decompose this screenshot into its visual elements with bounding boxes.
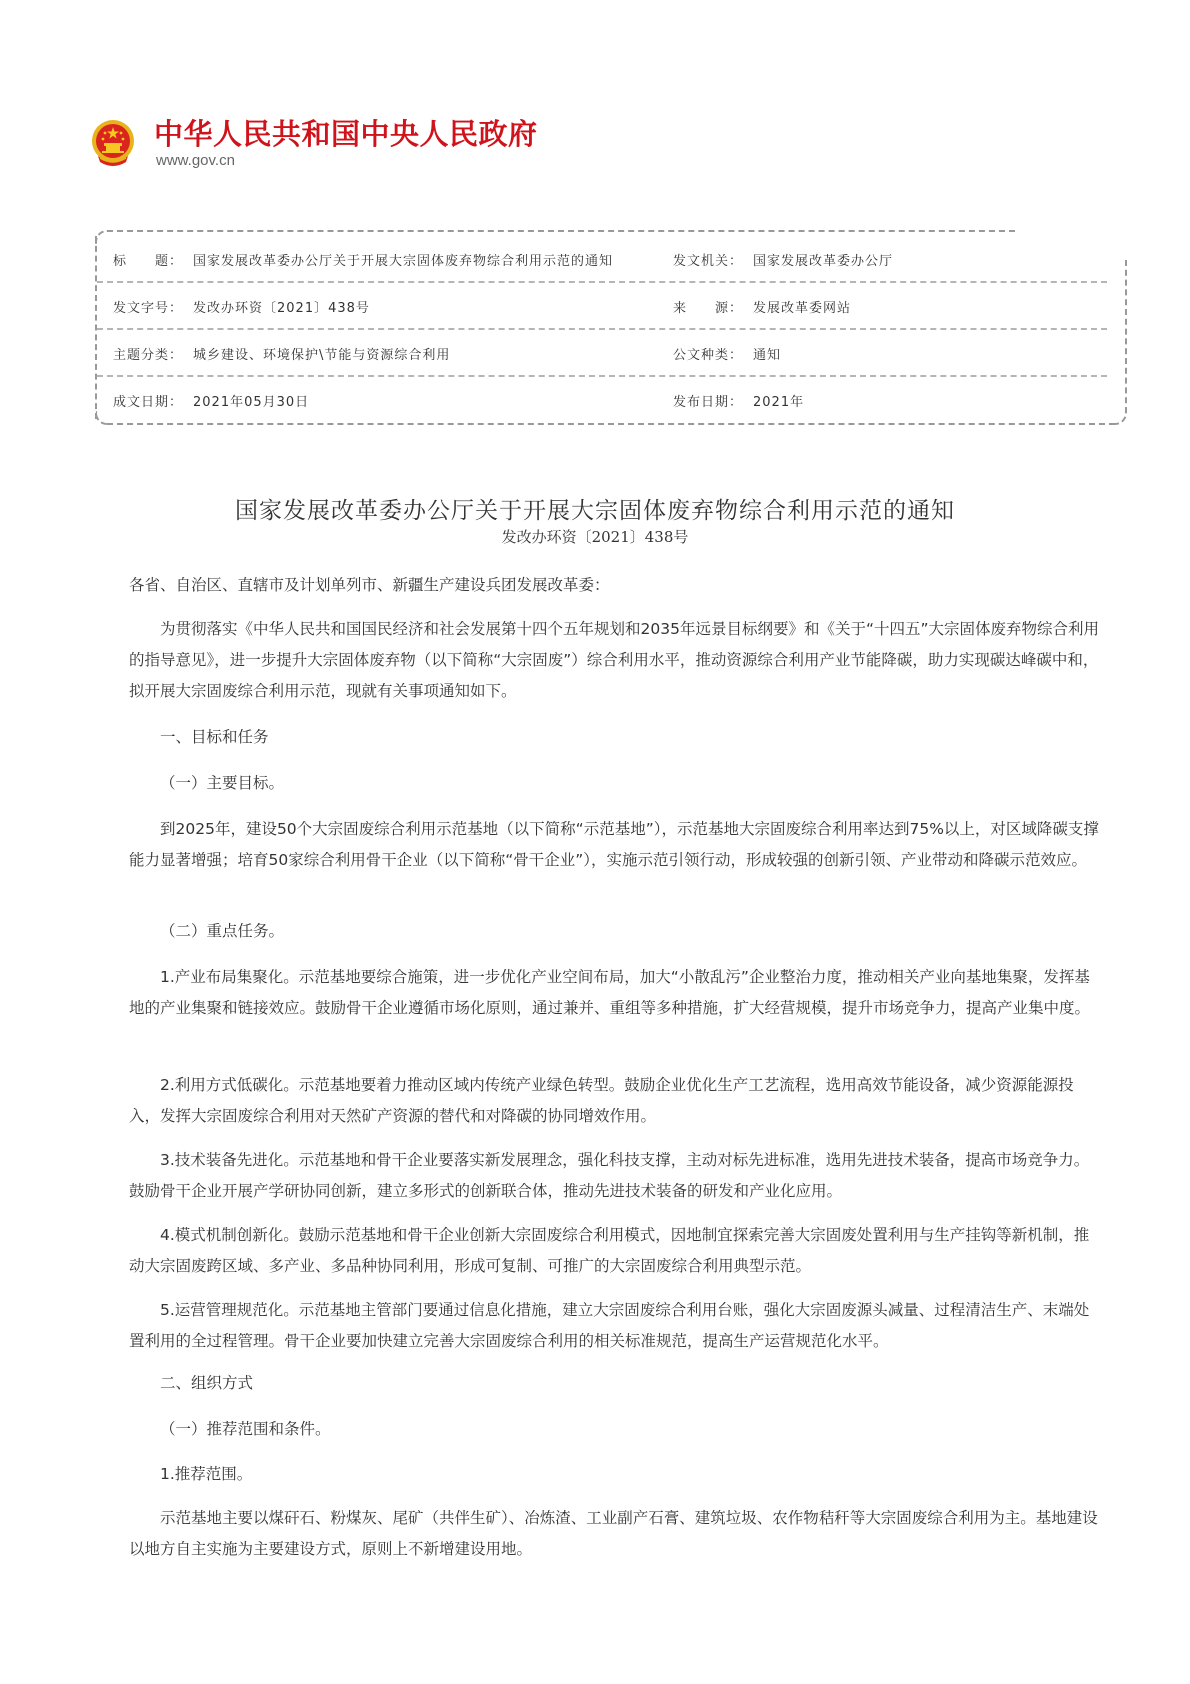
document-body xyxy=(129,570,1104,601)
body-block xyxy=(129,768,1104,799)
document-number: 发改办环资〔2021〕438号 xyxy=(501,528,689,546)
meta-value-source: 发展改革委网站 xyxy=(753,301,852,316)
national-emblem-icon xyxy=(90,118,136,170)
paragraph: 5.运营管理规范化。示范基地主管部门要通过信息化措施，建立大宗固废综合利用台账，强化大宗固废源头减量、过程清洁生产、末端处置利用的全过程管理。骨干企业要加快建立完善大宗固废综合利用的相关标准规范，提高生产运营规范化水平。 xyxy=(129,1301,1090,1350)
body-block xyxy=(129,1368,1104,1399)
body-block xyxy=(129,916,1104,947)
site-url[interactable]: www.gov.cn xyxy=(156,152,235,169)
meta-value-doc-number: 发改办环资〔2021〕438号 xyxy=(193,301,370,316)
paragraph: 为贯彻落实《中华人民共和国国民经济和社会发展第十四个五年规划和2035年远景目标纲要》和《关于“十四五”大宗固体废弃物综合利用的指导意见》，进一步提升大宗固体废弃物（以下简称“大宗固废”）综合利用水平，推动资源综合利用产业节能降碳，助力实现碳达峰碳中和，拟开展大宗固废综合利用示范，现就有关事项通知如下。 xyxy=(129,620,1100,700)
paragraph: 2.利用方式低碳化。示范基地要着力推动区域内传统产业绿色转型。鼓励企业优化生产工艺流程，选用高效节能设备，减少资源能源投入，发挥大宗固废综合利用对天然矿产资源的替代和对降碳的协同增效作用。 xyxy=(129,1076,1074,1125)
meta-label: 来 源： xyxy=(673,301,744,316)
meta-label: 主题分类： xyxy=(113,348,184,363)
body-block xyxy=(129,1414,1104,1445)
body-block xyxy=(129,1459,1104,1490)
site-name: 中华人民共和国中央人民政府 xyxy=(154,117,538,151)
meta-row-number xyxy=(95,283,1127,330)
meta-row-category xyxy=(95,330,1127,377)
body-block xyxy=(129,1220,1104,1282)
paragraph: 到2025年，建设50个大宗固废综合利用示范基地（以下简称“示范基地”），示范基地大宗固废综合利用率达到75%以上，对区域降碳支撑能力显著增强；培育50家综合利用骨干企业（以下简称“骨干企业”），实施示范引领行动，形成较强的创新引领、产业带动和降碳示范效应。 xyxy=(129,820,1099,869)
subsection-heading: （一）主要目标。 xyxy=(160,774,285,792)
meta-value-doc-type: 通知 xyxy=(753,348,782,363)
body-block xyxy=(129,1295,1104,1357)
salutation: 各省、自治区、直辖市及计划单列市、新疆生产建设兵团发展改革委： xyxy=(129,576,610,594)
paragraph: 4.模式机制创新化。鼓励示范基地和骨干企业创新大宗固废综合利用模式，因地制宜探索完善大宗固废处置利用与生产挂钩等新机制，推动大宗固废跨区域、多产业、多品种协同利用，形成可复制、可推广的大宗固废综合利用典型示范。 xyxy=(129,1226,1090,1275)
meta-value-written-date: 2021年05月30日 xyxy=(193,395,310,410)
body-block xyxy=(129,1070,1104,1132)
paragraph: 示范基地主要以煤矸石、粉煤灰、尾矿（共伴生矿）、冶炼渣、工业副产石膏、建筑垃圾、农作物秸秆等大宗固废综合利用为主。基地建设以地方自主实施为主要建设方式，原则上不新增建设用地。 xyxy=(129,1509,1098,1558)
body-block xyxy=(129,1503,1104,1565)
meta-value-title: 国家发展改革委办公厅关于开展大宗固体废弃物综合利用示范的通知 xyxy=(193,254,614,269)
meta-label: 公文种类： xyxy=(673,348,744,363)
body-block xyxy=(129,722,1104,753)
meta-label: 标 题： xyxy=(113,254,184,269)
meta-label: 发布日期： xyxy=(673,395,744,410)
body-block xyxy=(129,814,1104,876)
meta-row-title xyxy=(95,236,1127,283)
document-title: 国家发展改革委办公厅关于开展大宗固体废弃物综合利用示范的通知 xyxy=(235,498,955,524)
document-metadata-box xyxy=(95,230,1127,425)
meta-value-publish-date: 2021年 xyxy=(753,395,805,410)
body-block xyxy=(129,614,1104,707)
item-heading: 1.推荐范围。 xyxy=(160,1465,253,1483)
meta-row-dates xyxy=(95,377,1127,424)
meta-value-category: 城乡建设、环境保护\节能与资源综合利用 xyxy=(193,348,451,363)
body-block xyxy=(129,1145,1104,1207)
meta-value-issuer: 国家发展改革委办公厅 xyxy=(753,254,894,269)
box-border xyxy=(107,230,1015,232)
section-heading: 一、目标和任务 xyxy=(160,728,269,746)
meta-label: 成文日期： xyxy=(113,395,184,410)
subsection-heading: （二）重点任务。 xyxy=(160,922,285,940)
body-block xyxy=(129,962,1104,1024)
paragraph: 3.技术装备先进化。示范基地和骨干企业要落实新发展理念，强化科技支撑，主动对标先进标准，选用先进技术装备，提高市场竞争力。鼓励骨干企业开展产学研协同创新，建立多形式的创新联合体，推动先进技术装备的研发和产业化应用。 xyxy=(129,1151,1090,1200)
meta-label: 发文机关： xyxy=(673,254,744,269)
paragraph: 1.产业布局集聚化。示范基地要综合施策，进一步优化产业空间布局，加大“小散乱污”企业整治力度，推动相关产业向基地集聚，发挥基地的产业集聚和链接效应。鼓励骨干企业遵循市场化原则，通过兼并、重组等多种措施，扩大经营规模，提升市场竞争力，提高产业集中度。 xyxy=(129,968,1091,1017)
section-heading: 二、组织方式 xyxy=(160,1374,254,1392)
meta-label: 发文字号： xyxy=(113,301,184,316)
subsection-heading: （一）推荐范围和条件。 xyxy=(160,1420,331,1438)
